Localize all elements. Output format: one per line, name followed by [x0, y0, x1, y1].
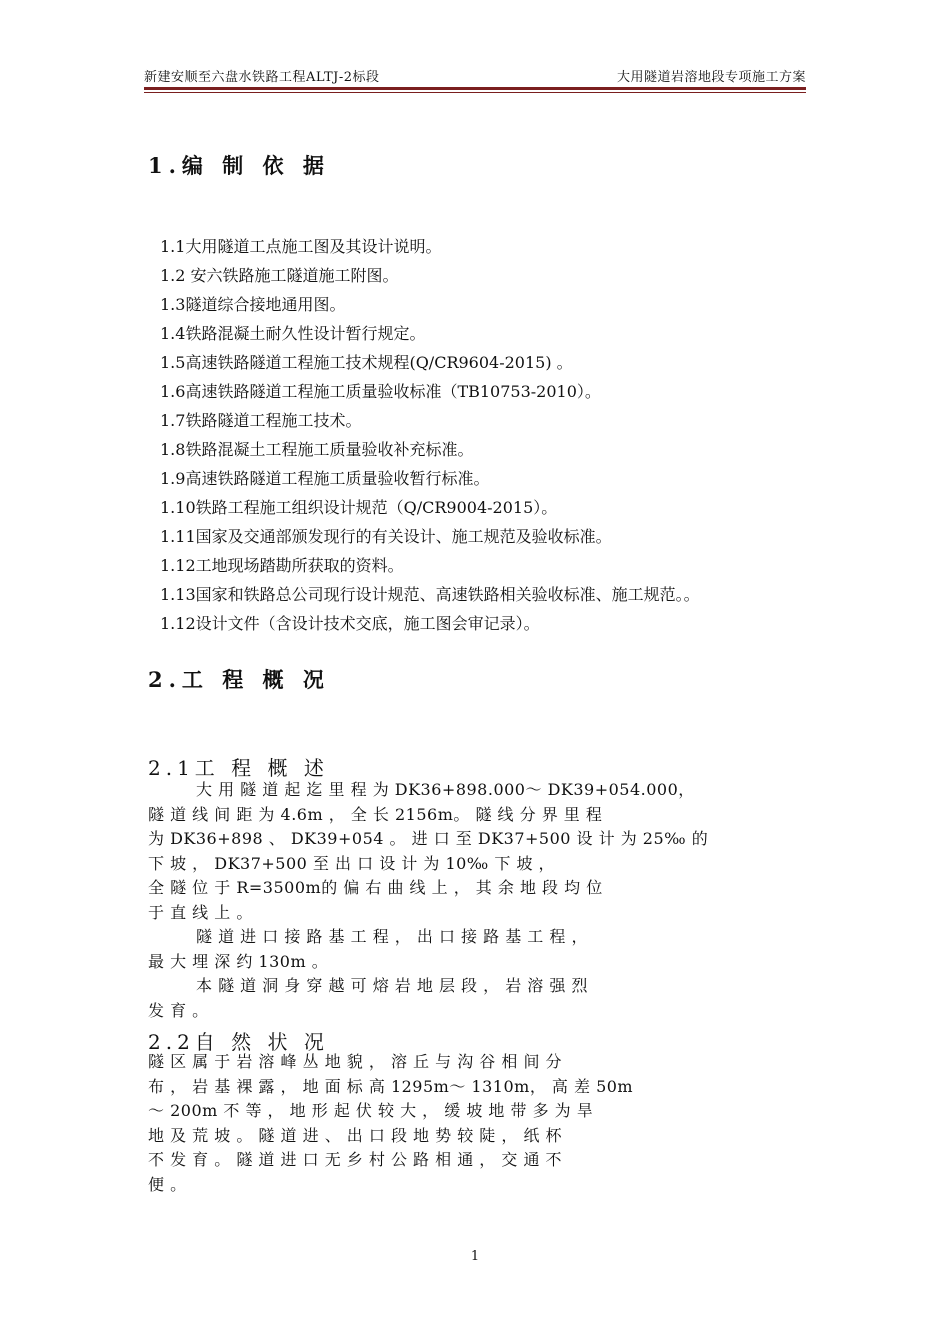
paragraph-line: 隧 道 进 口 接 路 基 工 程 ， 出 口 接 路 基 工 程 ，	[196, 927, 588, 946]
reference-item: 1.3隧道综合接地通用图。	[160, 295, 346, 314]
reference-item: 1.5高速铁路隧道工程施工技术规程(Q/CR9604-2015) 。	[160, 353, 573, 372]
paragraph-line: 为 DK36+898 、 DK39+054 。 进 口 至 DK37+500 设 计 为 25‰ 的	[148, 829, 709, 848]
reference-item: 1.1大用隧道工点施工图及其设计说明。	[160, 237, 442, 256]
page-number: 1	[470, 1249, 480, 1264]
natural-conditions-paragraph	[148, 1050, 788, 1197]
project-overview-paragraph	[148, 778, 788, 1023]
reference-list	[160, 235, 820, 641]
header-rule-thick	[144, 87, 806, 90]
paragraph-line: 发 育 。	[148, 1000, 209, 1020]
header-project-title: 新建安顺至六盘水铁路工程ALTJ-2标段	[144, 70, 380, 85]
subsection-2-2-heading: 2.2自 然 状 况	[148, 1030, 329, 1054]
paragraph-line: 大 用 隧 道 起 迄 里 程 为 DK36+898.000～ DK39+054.000，	[196, 780, 695, 799]
header-document-title: 大用隧道岩溶地段专项施工方案	[616, 70, 806, 85]
reference-item: 1.12工地现场踏勘所获取的资料。	[160, 556, 404, 575]
paragraph-line: 不 发 育 。 隧 道 进 口 无 乡 村 公 路 相 通 ， 交 通 不	[148, 1150, 563, 1169]
paragraph-line: 隧 道 线 间 距 为 4.6m ， 全 长 2156m。 隧 线 分 界 里 程	[148, 804, 603, 824]
subsection-2-1-heading: 2.1工 程 概 述	[148, 756, 329, 780]
paragraph-line: 全 隧 位 于 R=3500m的 偏 右 曲 线 上 ， 其 余 地 段 均 位	[148, 878, 603, 897]
section-2-title: 2.工 程 概 况	[148, 667, 330, 692]
paragraph-line: 下 坡 ， DK37+500 至 出 口 设 计 为 10‰ 下 坡 ，	[148, 853, 556, 873]
reference-item: 1.8铁路混凝土工程施工质量验收补充标准。	[160, 440, 474, 459]
reference-item: 1.6高速铁路隧道工程施工质量验收标准（TB10753-2010）。	[160, 382, 601, 401]
reference-item: 1.11国家及交通部颁发现行的有关设计、施工规范及验收标准。	[160, 527, 612, 546]
paragraph-line: ～ 200m 不 等 ， 地 形 起 伏 较 大 ， 缓 坡 地 带 多 为 旱	[148, 1101, 594, 1120]
section-1-title: 1.编 制 依 据	[148, 153, 330, 178]
reference-item: 1.4铁路混凝土耐久性设计暂行规定。	[160, 324, 426, 343]
paragraph-line: 于 直 线 上 。	[148, 902, 253, 922]
reference-item: 1.12设计文件（含设计技术交底，施工图会审记录）。	[160, 614, 540, 633]
paragraph-line: 隧 区 属 于 岩 溶 峰 丛 地 貌 ， 溶 丘 与 沟 谷 相 间 分	[148, 1052, 563, 1071]
paragraph-line: 地 及 荒 坡 。 隧 道 进 、 出 口 段 地 势 较 陡 ， 纸 杯	[148, 1125, 563, 1145]
reference-item: 1.13国家和铁路总公司现行设计规范、高速铁路相关验收标准、施工规范。。	[160, 585, 700, 604]
reference-item: 1.9高速铁路隧道工程施工质量验收暂行标准。	[160, 469, 490, 488]
paragraph-line: 本 隧 道 洞 身 穿 越 可 熔 岩 地 层 段 ， 岩 溶 强 烈	[196, 976, 588, 995]
header-rule-thin	[144, 92, 806, 93]
paragraph-line: 便 。	[148, 1174, 187, 1194]
reference-item: 1.10铁路工程施工组织设计规范（Q/CR9004-2015）。	[160, 498, 558, 517]
reference-item: 1.2 安六铁路施工隧道施工附图。	[160, 266, 399, 285]
paragraph-line: 最 大 埋 深 约 130m 。	[148, 951, 329, 971]
reference-item: 1.7铁路隧道工程施工技术。	[160, 411, 362, 430]
paragraph-line: 布 ， 岩 基 裸 露 ， 地 面 标 高 1295m～ 1310m， 高 差 50m	[148, 1076, 634, 1096]
